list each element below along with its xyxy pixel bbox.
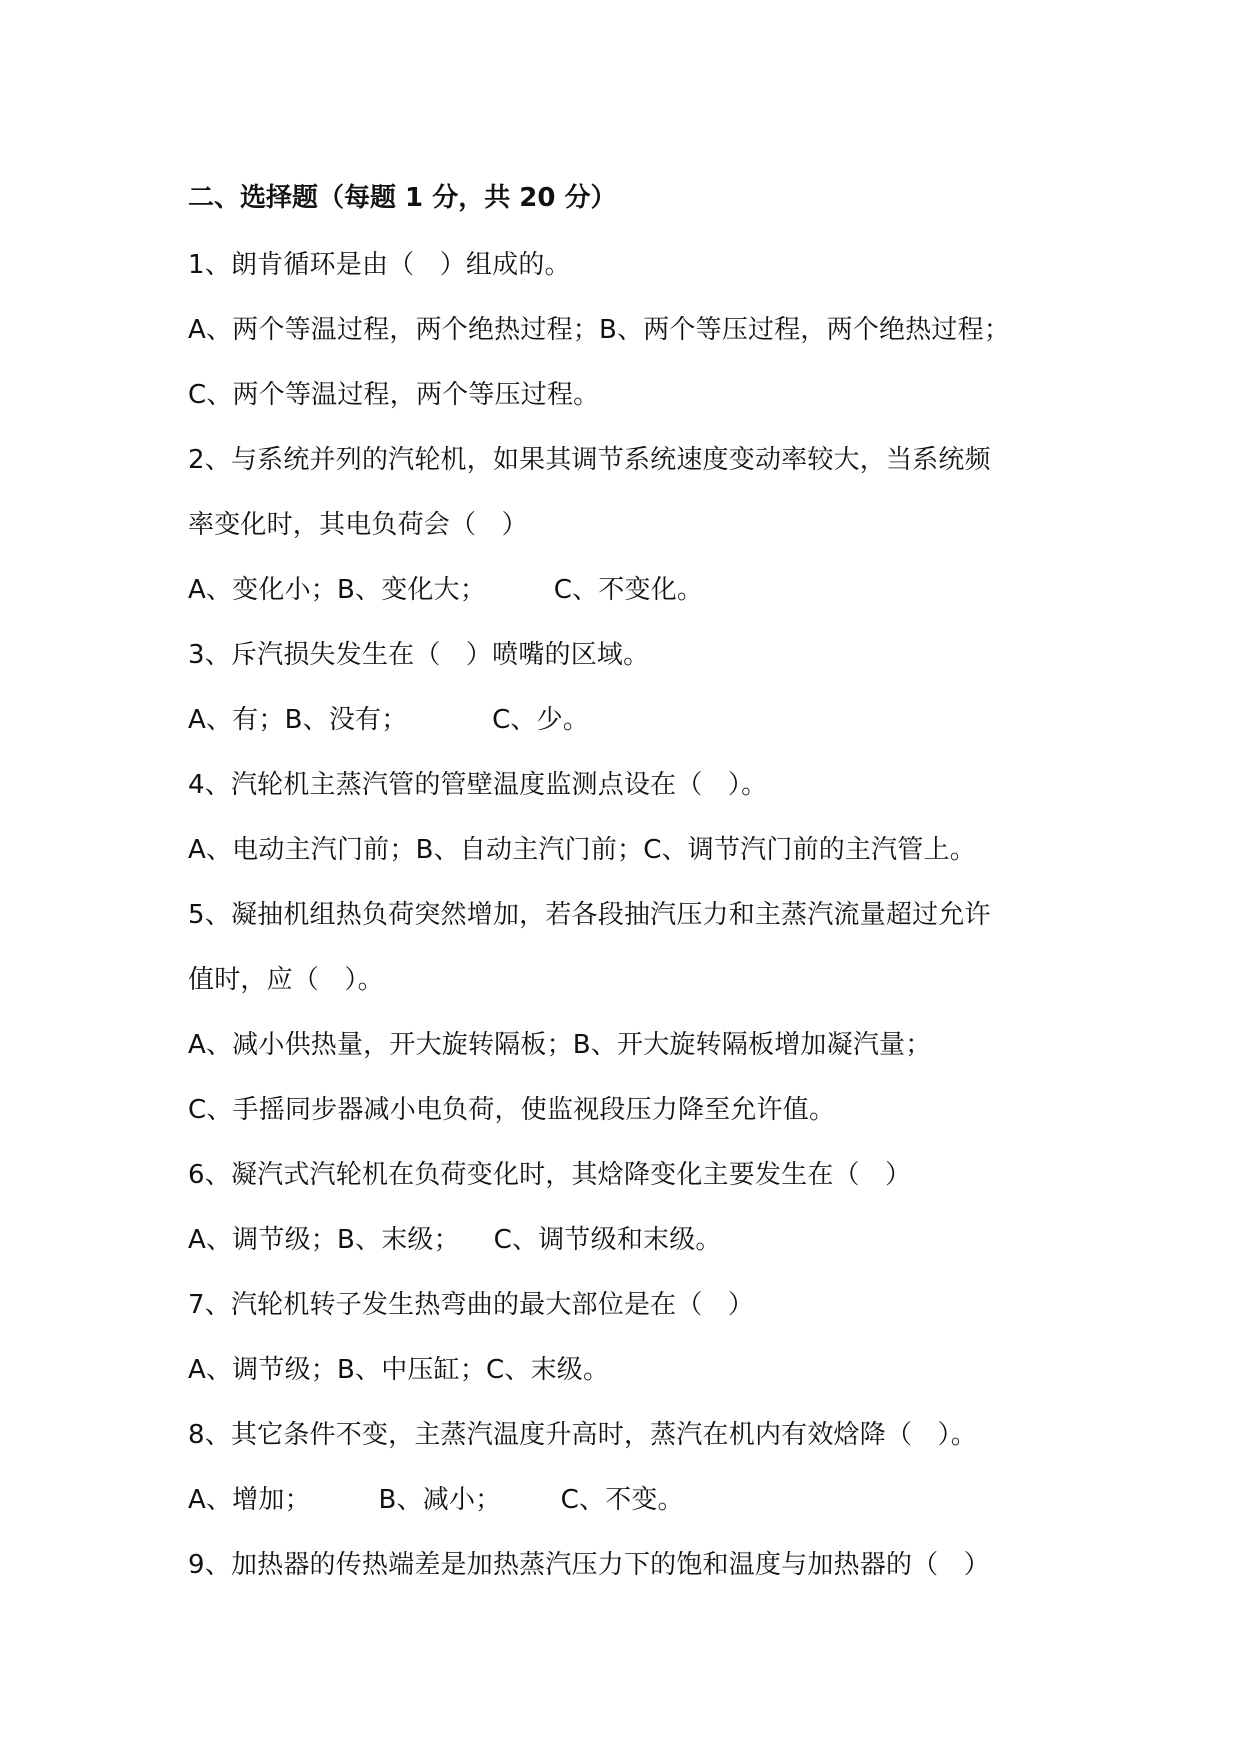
question-4-stem: 4、汽轮机主蒸汽管的管壁温度监测点设在（ ）。 <box>188 770 768 800</box>
question-5-options-ab: A、减小供热量，开大旋转隔板；B、开大旋转隔板增加凝汽量； <box>188 1030 932 1060</box>
question-2-stem-part2: 率变化时，其电负荷会（ ） <box>188 510 528 540</box>
question-7-options: A、调节级；B、中压缸；C、末级。 <box>188 1355 610 1385</box>
question-2-options: A、变化小；B、变化大； C、不变化。 <box>188 575 704 605</box>
question-8-options: A、增加； B、减小； C、不变。 <box>188 1485 684 1515</box>
question-section <box>188 168 1088 1598</box>
question-1-stem: 1、朗肯循环是由（ ）组成的。 <box>188 250 571 280</box>
question-3-options: A、有；B、没有； C、少。 <box>188 705 590 735</box>
question-6-options: A、调节级；B、末级； C、调节级和末级。 <box>188 1225 722 1255</box>
question-9-stem: 9、加热器的传热端差是加热蒸汽压力下的饱和温度与加热器的（ ） <box>188 1550 990 1580</box>
question-5-stem-part1: 5、凝抽机组热负荷突然增加，若各段抽汽压力和主蒸汽流量超过允许 <box>188 900 991 930</box>
question-5-stem-part2: 值时，应（ ）。 <box>188 965 384 995</box>
question-5-option-c: C、手摇同步器减小电负荷，使监视段压力降至允许值。 <box>188 1095 836 1125</box>
question-lines <box>188 233 1088 1598</box>
question-1-options-ab: A、两个等温过程，两个绝热过程；B、两个等压过程，两个绝热过程； <box>188 315 1011 345</box>
question-8-stem: 8、其它条件不变，主蒸汽温度升高时，蒸汽在机内有效焓降（ ）。 <box>188 1420 977 1450</box>
question-3-stem: 3、斥汽损失发生在（ ）喷嘴的区域。 <box>188 640 650 670</box>
question-4-options: A、电动主汽门前；B、自动主汽门前；C、调节汽门前的主汽管上。 <box>188 835 976 865</box>
question-1-option-c: C、两个等温过程，两个等压过程。 <box>188 380 600 410</box>
question-6-stem: 6、凝汽式汽轮机在负荷变化时，其焓降变化主要发生在（ ） <box>188 1160 912 1190</box>
question-2-stem-part1: 2、与系统并列的汽轮机，如果其调节系统速度变动率较大，当系统频 <box>188 445 991 475</box>
section-title: 二、选择题（每题 1 分，共 20 分） <box>188 183 617 213</box>
question-7-stem: 7、汽轮机转子发生热弯曲的最大部位是在（ ） <box>188 1290 755 1320</box>
